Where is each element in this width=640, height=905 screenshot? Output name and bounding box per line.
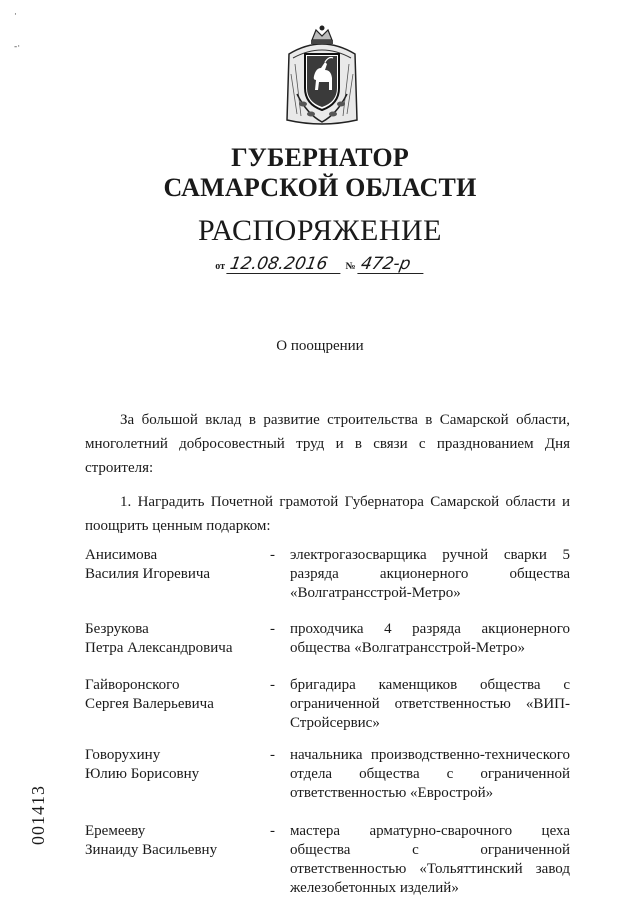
awardee-surname: Еремееву [85,823,146,839]
awardee-dash: - [270,621,275,637]
coat-of-arms-icon [283,24,361,130]
awardee-position: начальника производственно-технического отдела общества с ограниченной ответственностью «Еврострой» [290,747,570,801]
document-serial-number: 001413 [28,785,48,845]
date-number-line [0,255,640,274]
awardee-given-names: Юлию Борисовну [85,766,200,782]
clause-1-paragraph: 1. Наградить Почетной грамотой Губернатора Самарской области и поощрить ценным подарком: [85,494,570,534]
awardee-position: бригадира каменщиков общества с ограниченной ответственностью «ВИП-Стройсервис» [290,677,570,731]
corner-mark-left: -· [14,42,21,52]
document-subject: О поощрении [276,338,364,354]
awardee-position: электрогазосварщика ручной сварки 5 разряда акционерного общества «Волгатрансстрой-Метро» [290,547,570,601]
awardee-name [85,546,275,584]
preamble-paragraph: За большой вклад в развитие строительства в Самарской области, многолетний добросовестный труд и в связи с празднованием Дня строителя: [85,412,570,476]
awardee-given-names: Зинаиду Васильевну [85,842,218,858]
awardee-surname: Говорухину [85,747,161,763]
date-label: от [215,261,225,272]
awardee-surname: Безрукова [85,621,149,637]
awardee-dash: - [270,677,275,693]
region-title: САМАРСКОЙ ОБЛАСТИ [163,173,477,202]
governor-title: ГУБЕРНАТОР [231,143,409,172]
number-value: 472-р [357,255,426,274]
awardee-given-names: Василия Игоревича [85,566,211,582]
date-value: 12.08.2016 [227,255,344,274]
awardee-dash: - [270,747,275,763]
awardee-name [85,746,275,784]
awardee-dash: - [270,823,275,839]
awardee-surname: Анисимова [85,547,158,563]
awardee-surname: Гайворонского [85,677,180,693]
awardee-given-names: Петра Александровича [85,640,233,656]
corner-mark-top-left: · [14,10,17,20]
awardee-position: проходчика 4 разряда акционерного общества «Волгатрансстрой-Метро» [290,621,570,656]
awardee-given-names: Сергея Валерьевича [85,696,214,712]
awardee-name [85,676,275,714]
number-label: № [345,261,356,272]
awardee-name [85,620,275,658]
awardee-position: мастера арматурно-сварочного цеха общества с ограниченной ответственностью «Тольяттинский завод железобетонных изделий» [290,823,570,896]
awardee-dash: - [270,547,275,563]
document-type: РАСПОРЯЖЕНИЕ [197,214,443,247]
awardee-name [85,822,275,860]
